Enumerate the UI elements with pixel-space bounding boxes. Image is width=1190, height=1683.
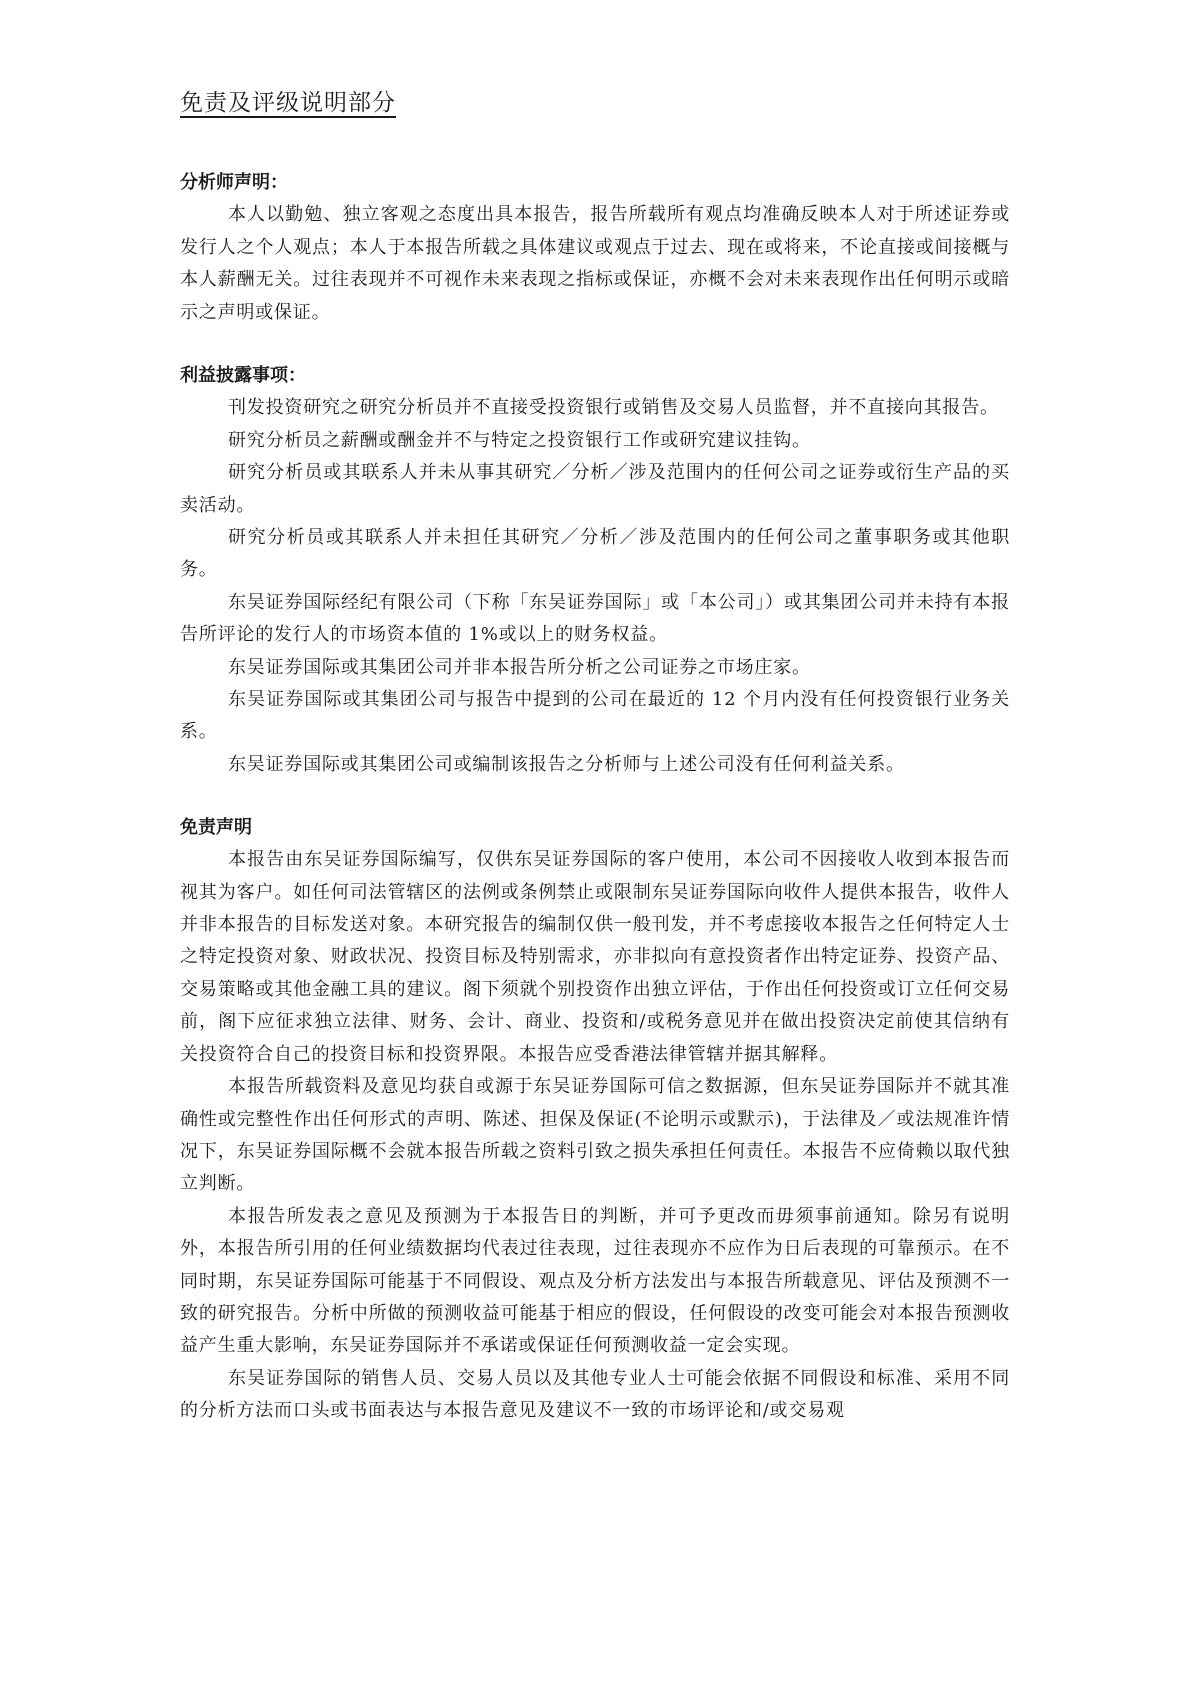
paragraph: 东吴证券国际经纪有限公司（下称「东吴证券国际」或「本公司」）或其集团公司并未持有本报告所评论的发行人的市场资本值的 1%或以上的财务权益。 xyxy=(180,591,1010,646)
paragraph: 本人以勤勉、独立客观之态度出具本报告，报告所载所有观点均准确反映本人对于所述证券或发行人之个人观点；本人于本报告所载之具体建议或观点于过去、现在或将来，不论直接或间接概与本人薪酬无关。过往表现并不可视作未来表现之指标或保证，亦概不会对未来表现作出任何明示或暗示之声明或保证。 xyxy=(180,204,1010,323)
disclaimer-section xyxy=(180,811,1010,1427)
section-heading: 免责声明 xyxy=(180,817,252,839)
paragraph: 本报告所载资料及意见均获自或源于东吴证券国际可信之数据源，但东吴证券国际并不就其准确性或完整性作出任何形式的声明、陈述、担保及保证(不论明示或默示)，于法律及／或法规准许情况下，东吴证券国际概不会就本报告所载之资料引致之损失承担任何责任。本报告不应倚赖以取代独立判断。 xyxy=(180,1076,1010,1195)
paragraph: 本报告所发表之意见及预测为于本报告日的判断，并可予更改而毋须事前通知。除另有说明外，本报告所引用的任何业绩数据均代表过往表现，过往表现亦不应作为日后表现的可靠预示。在不同时期，东吴证券国际可能基于不同假设、观点及分析方法发出与本报告所载意见、评估及预测不一致的研究报告。分析中所做的预测收益可能基于相应的假设，任何假设的改变可能会对本报告预测收益产生重大影响，东吴证券国际并不承诺或保证任何预测收益一定会实现。 xyxy=(180,1205,1010,1357)
paragraph: 东吴证券国际或其集团公司并非本报告所分析之公司证券之市场庄家。 xyxy=(228,656,811,678)
analyst-statement-section xyxy=(180,166,1010,329)
paragraph: 研究分析员或其联系人并未担任其研究／分析／涉及范围内的任何公司之董事职务或其他职务。 xyxy=(180,527,1010,581)
paragraph: 研究分析员或其联系人并未从事其研究／分析／涉及范围内的任何公司之证券或衍生产品的买卖活动。 xyxy=(180,462,1010,516)
paragraph: 本报告由东吴证券国际编写，仅供东吴证券国际的客户使用，本公司不因接收人收到本报告而视其为客户。如任何司法管辖区的法例或条例禁止或限制东吴证券国际向收件人提供本报告，收件人并非本报告的目标发送对象。本研究报告的编制仅供一般刊发，并不考虑接收本报告之任何特定人士之特定投资对象、财政状况、投资目标及特别需求，亦非拟向有意投资者作出特定证券、投资产品、交易策略或其他金融工具的建议。阁下须就个别投资作出独立评估，于作出任何投资或订立任何交易前，阁下应征求独立法律、财务、会计、商业、投资和/或税务意见并在做出投资决定前使其信纳有关投资符合自己的投资目标和投资界限。本报告应受香港法律管辖并据其解释。 xyxy=(180,849,1010,1065)
paragraph: 刊发投资研究之研究分析员并不直接受投资银行或销售及交易人员监督，并不直接向其报告。 xyxy=(228,397,999,419)
paragraph: 东吴证券国际或其集团公司或编制该报告之分析师与上述公司没有任何利益关系。 xyxy=(228,753,905,775)
paragraph: 东吴证券国际或其集团公司与报告中提到的公司在最近的 12 个月内没有任何投资银行业务关系。 xyxy=(180,689,1010,743)
paragraph: 研究分析员之薪酬或酬金并不与特定之投资银行工作或研究建议挂钩。 xyxy=(228,429,811,451)
page-content xyxy=(180,166,1010,1458)
paragraph: 东吴证券国际的销售人员、交易人员以及其他专业人士可能会依据不同假设和标准、采用不同的分析方法而口头或书面表达与本报告意见及建议不一致的市场评论和/或交易观 xyxy=(180,1367,1010,1422)
interest-disclosure-section xyxy=(180,359,1010,781)
section-heading: 利益披露事项： xyxy=(180,365,306,387)
section-heading: 分析师声明： xyxy=(180,172,288,193)
page-title: 免责及评级说明部分 xyxy=(180,90,396,116)
